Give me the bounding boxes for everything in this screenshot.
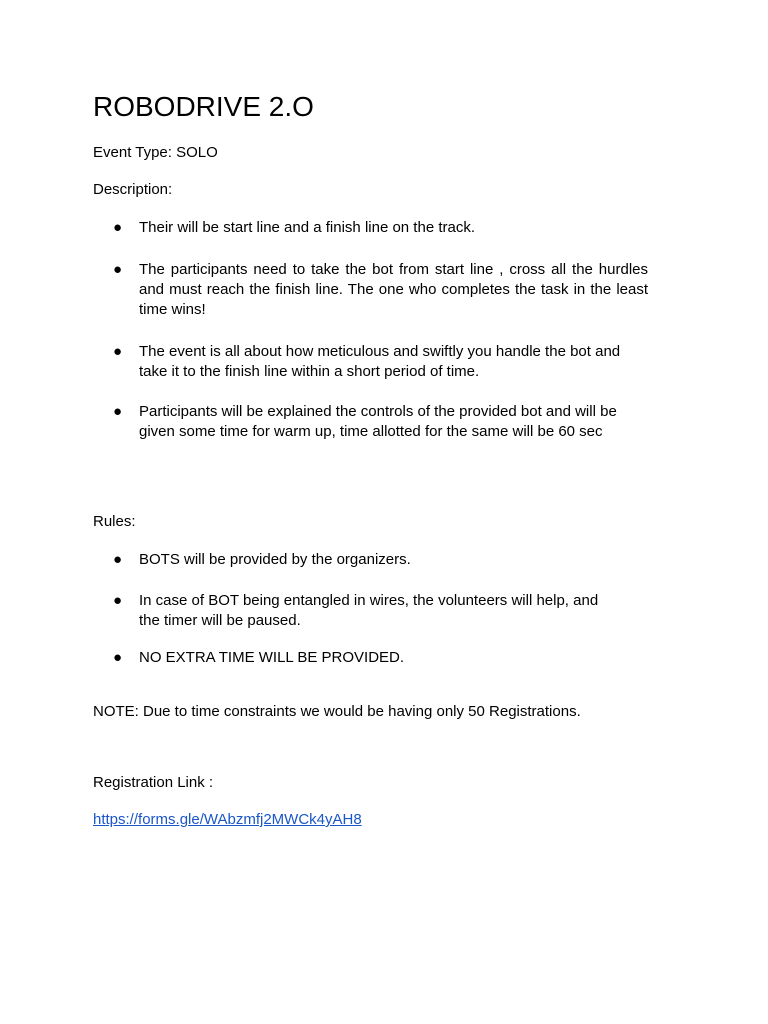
- bullet-icon: ●: [113, 649, 123, 666]
- rules-item-text: In case of BOT being entangled in wires, the volunteers will help, and the timer will be paused.: [139, 592, 599, 629]
- description-item-text: Participants will be explained the controls of the provided bot and will be given some time for warm up, time allotted for the same will be 60 sec: [139, 403, 617, 440]
- bullet-icon: ●: [113, 343, 123, 360]
- registration-link[interactable]: https://forms.gle/WAbzmfj2MWCk4yAH8: [93, 811, 362, 828]
- bullet-icon: ●: [113, 551, 123, 568]
- rules-item-text: NO EXTRA TIME WILL BE PROVIDED.: [139, 649, 405, 666]
- description-item-text: Their will be start line and a finish line on the track.: [139, 219, 475, 236]
- rules-item-text: BOTS will be provided by the organizers.: [139, 551, 411, 568]
- rules-heading: Rules:: [93, 513, 136, 530]
- description-item-text: The event is all about how meticulous and swiftly you handle the bot and take it to the finish line within a short period of time.: [139, 343, 621, 380]
- event-type: Event Type: SOLO: [93, 144, 218, 161]
- bullet-icon: ●: [113, 261, 123, 278]
- description-item-text: The participants need to take the bot from start line , cross all the hurdles and must reach the finish line. The one who completes the task in the least time wins!: [139, 261, 648, 318]
- description-heading: Description:: [93, 181, 173, 198]
- registration-link-line: [93, 810, 362, 830]
- bullet-icon: ●: [113, 219, 123, 236]
- note-text: NOTE: Due to time constraints we would be having only 50 Registrations.: [93, 703, 581, 720]
- registration-label: Registration Link :: [93, 774, 214, 791]
- document-title: ROBODRIVE 2.O: [93, 91, 314, 122]
- bullet-icon: ●: [113, 592, 123, 609]
- bullet-icon: ●: [113, 403, 123, 420]
